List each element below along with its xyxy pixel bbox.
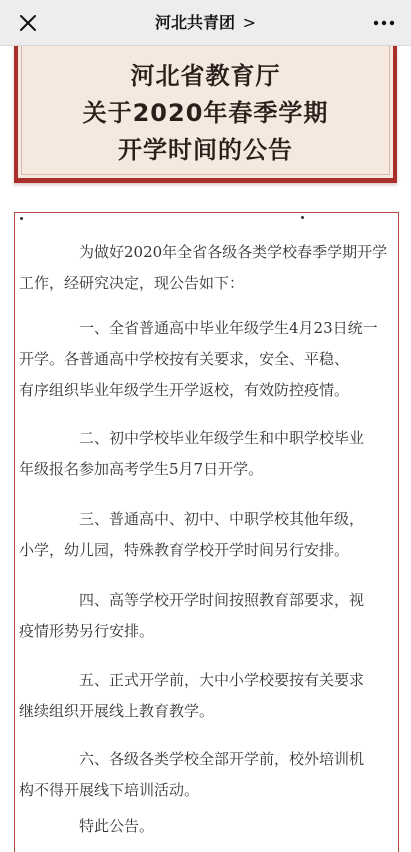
paragraph-line: 为做好2020年全省各级各类学校春季学期开学 — [79, 243, 388, 261]
frame-corner-dot — [20, 217, 23, 220]
paragraph-line: 二、初中学校毕业年级学生和中职学校毕业 — [79, 429, 365, 447]
announcement-banner — [14, 46, 397, 183]
paragraph-line: 五、正式开学前，大中小学校要按有关要求 — [79, 671, 365, 689]
paragraph-line: 工作，经研究决定，现公告如下： — [19, 274, 245, 292]
notice-paragraph-1 — [19, 313, 379, 406]
paragraph-line: 有序组织毕业年级学生开学返校，有效防控疫情。 — [19, 381, 350, 399]
header-banner-area — [0, 46, 411, 198]
paragraph-line: 特此公告。 — [79, 817, 155, 835]
close-icon[interactable] — [16, 11, 40, 35]
account-title-bar — [0, 0, 411, 46]
chevron-right-icon: > — [242, 13, 256, 32]
paragraph-line: 继续组织开展线上教育教学。 — [19, 702, 215, 720]
paragraph-line: 小学，幼儿园，特殊教育学校开学时间另行安排。 — [19, 541, 350, 559]
paragraph-line: 三、普通高中、初中、中职学校其他年级， — [79, 510, 365, 528]
notice-paragraph-5 — [19, 665, 379, 727]
paragraph-line: 年级报名参加高考学生5月7日开学。 — [19, 460, 264, 478]
notice-closing — [49, 811, 379, 842]
paragraph-line: 一、全省普通高中毕业年级学生4月23日统一 — [79, 319, 378, 337]
paragraph-line: 开学。各普通高中学校按有关要求，安全、平稳、 — [19, 350, 350, 368]
banner-title-line-2: 关于2020年春季学期 — [82, 99, 329, 127]
paragraph-line: 疫情形势另行安排。 — [19, 622, 155, 640]
notice-paragraph-6 — [19, 744, 379, 806]
paragraph-line: 四、高等学校开学时间按照教育部要求，视 — [79, 591, 365, 609]
frame-corner-dot — [301, 216, 304, 219]
paragraph-line: 构不得开展线下培训活动。 — [19, 781, 200, 799]
account-name-link[interactable] — [155, 13, 256, 32]
top-navigation-bar — [0, 0, 411, 46]
notice-paragraph-3 — [19, 504, 379, 566]
notice-paragraph-intro — [19, 237, 388, 299]
notice-paragraph-4 — [19, 585, 379, 647]
banner-title-line-1: 河北省教育厅 — [130, 62, 281, 90]
more-dots-icon[interactable] — [371, 11, 397, 35]
account-name: 河北共青团 — [155, 13, 236, 32]
notice-body-frame — [14, 212, 399, 852]
banner-title-line-3: 开学时间的公告 — [118, 136, 293, 164]
notice-paragraph-2 — [19, 423, 379, 485]
paragraph-line: 六、各级各类学校全部开学前，校外培训机 — [79, 750, 365, 768]
